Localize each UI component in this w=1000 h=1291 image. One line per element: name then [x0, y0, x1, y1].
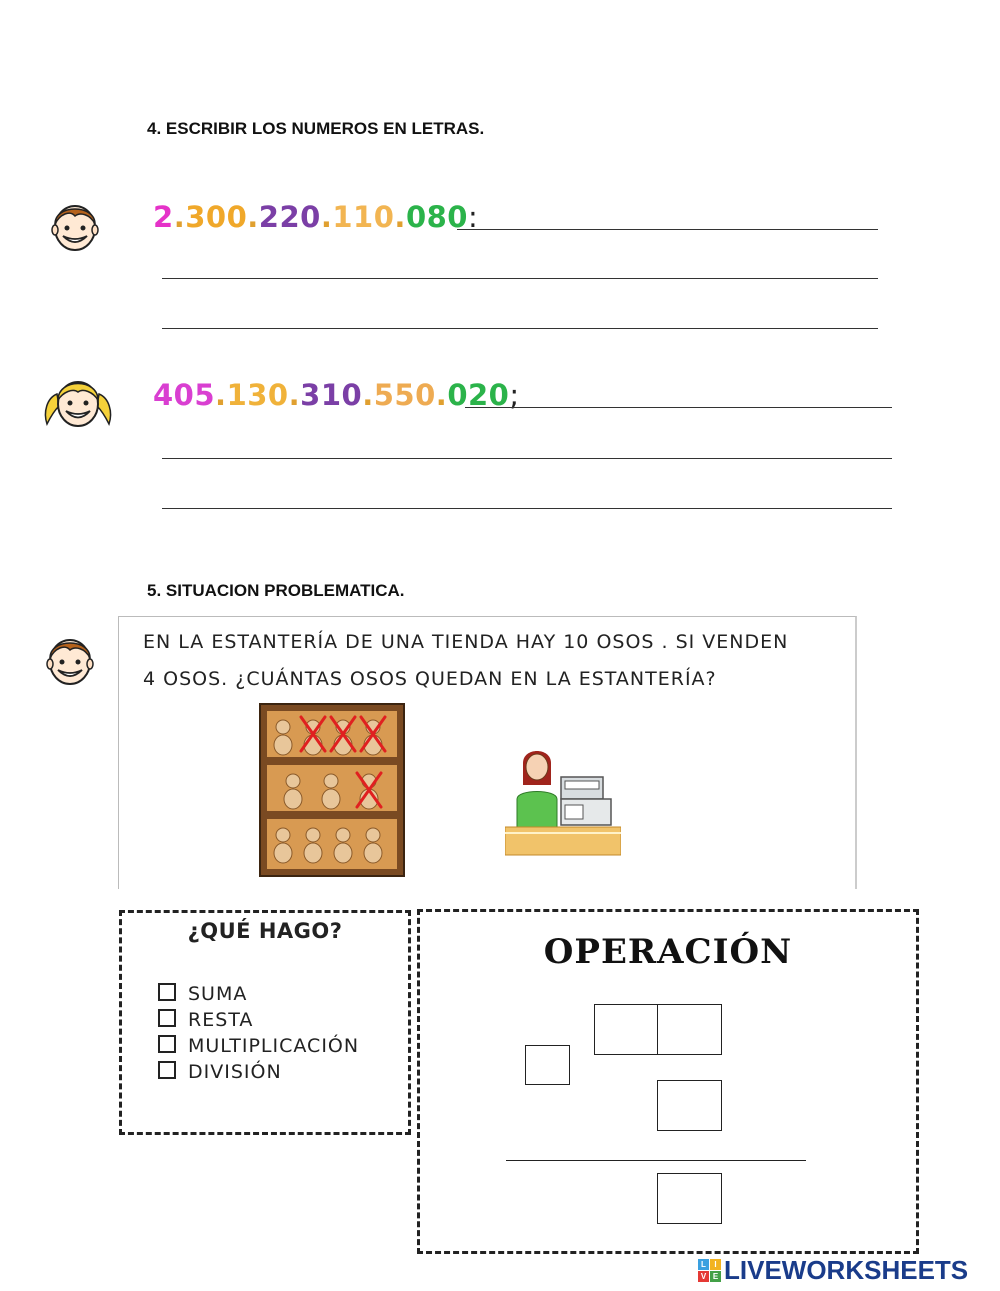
number-1: [153, 200, 478, 234]
number-1-part: .: [394, 200, 406, 234]
operator-input[interactable]: [526, 1046, 569, 1084]
problem-text-line-2: 4 OSOS. ¿CUÁNTAS OSOS QUEDAN EN LA ESTANTERÍA?: [143, 668, 717, 690]
answer-input-1a[interactable]: [460, 207, 879, 231]
answer-input-2c[interactable]: [165, 486, 894, 510]
logo-letter: L: [698, 1259, 709, 1270]
number-2-part: 310: [300, 378, 363, 412]
option-suma[interactable]: [158, 983, 359, 1009]
logo-letter: I: [710, 1259, 721, 1270]
checkbox-icon[interactable]: [158, 983, 176, 1001]
option-resta[interactable]: [158, 1009, 359, 1035]
problem-box: [118, 616, 857, 889]
checkbox-icon[interactable]: [158, 1009, 176, 1027]
operand-tens-input[interactable]: [595, 1005, 659, 1054]
section-4-heading: 4. ESCRIBIR LOS NUMEROS EN LETRAS.: [147, 119, 485, 138]
girl-face-icon: [41, 372, 115, 430]
operand-units-input[interactable]: [658, 1005, 721, 1054]
number-2-part: .: [435, 378, 448, 412]
que-hago-box: [119, 910, 411, 1135]
answer-input-1b[interactable]: [165, 256, 879, 280]
number-1-part: 300: [185, 200, 248, 234]
option-label: SUMA: [188, 983, 248, 1005]
section-5-heading: 5. SITUACION PROBLEMATICA.: [147, 581, 405, 600]
number-1-part: 2: [153, 200, 174, 234]
number-2-part: 405: [153, 378, 216, 412]
number-2-part: .: [362, 378, 374, 412]
answer-input-2a[interactable]: [470, 385, 894, 409]
operacion-title: OPERACIÓN: [543, 932, 793, 972]
boy-face-icon: [50, 196, 100, 254]
option-label: RESTA: [188, 1009, 254, 1031]
number-2-part: .: [288, 378, 301, 412]
option-label: DIVISIÓN: [188, 1061, 282, 1083]
number-2-part: .: [215, 378, 227, 412]
que-hago-title: ¿QUÉ HAGO?: [187, 919, 343, 943]
option-division[interactable]: [158, 1061, 359, 1087]
number-1-part: .: [320, 200, 333, 234]
operator-box[interactable]: [525, 1045, 570, 1085]
liveworksheets-logo[interactable]: [698, 1256, 968, 1284]
answer-input-1c[interactable]: [165, 306, 879, 330]
brand-name: LIVEWORKSHEETS: [724, 1254, 969, 1285]
bear-shelf-illustration: [259, 703, 405, 877]
cashier-illustration: [505, 743, 621, 861]
operand-tens-box[interactable]: [594, 1004, 660, 1055]
option-list: [158, 983, 359, 1087]
checkbox-icon[interactable]: [158, 1035, 176, 1053]
checkbox-icon[interactable]: [158, 1061, 176, 1079]
result-divider-line: [506, 1160, 806, 1161]
number-1-part: .: [247, 200, 259, 234]
option-label: MULTIPLICACIÓN: [188, 1035, 360, 1057]
operand-units-box[interactable]: [657, 1004, 722, 1055]
number-1-part: 220: [258, 200, 321, 234]
number-2-part: 550: [373, 378, 436, 412]
logo-mark-icon: [698, 1259, 721, 1282]
number-1-part: 110: [332, 200, 395, 234]
logo-letter: E: [710, 1271, 721, 1282]
number-1-part: .: [173, 200, 186, 234]
number-2-part: 020: [447, 378, 510, 412]
result-box[interactable]: [657, 1173, 722, 1224]
option-multiplicacion[interactable]: [158, 1035, 359, 1061]
second-operand-box[interactable]: [657, 1080, 722, 1131]
number-1-suffix: :: [468, 200, 479, 234]
logo-letter: V: [698, 1271, 709, 1282]
number-1-part: 080: [405, 200, 468, 234]
answer-input-2b[interactable]: [165, 436, 894, 460]
number-2-suffix: ;: [509, 378, 520, 412]
number-2-part: 130: [226, 378, 289, 412]
result-input[interactable]: [658, 1174, 721, 1223]
second-operand-input[interactable]: [658, 1081, 721, 1130]
boy-face-icon: [45, 630, 95, 688]
problem-text-line-1: EN LA ESTANTERÍA DE UNA TIENDA HAY 10 OSOS . SI VENDEN: [143, 631, 789, 653]
